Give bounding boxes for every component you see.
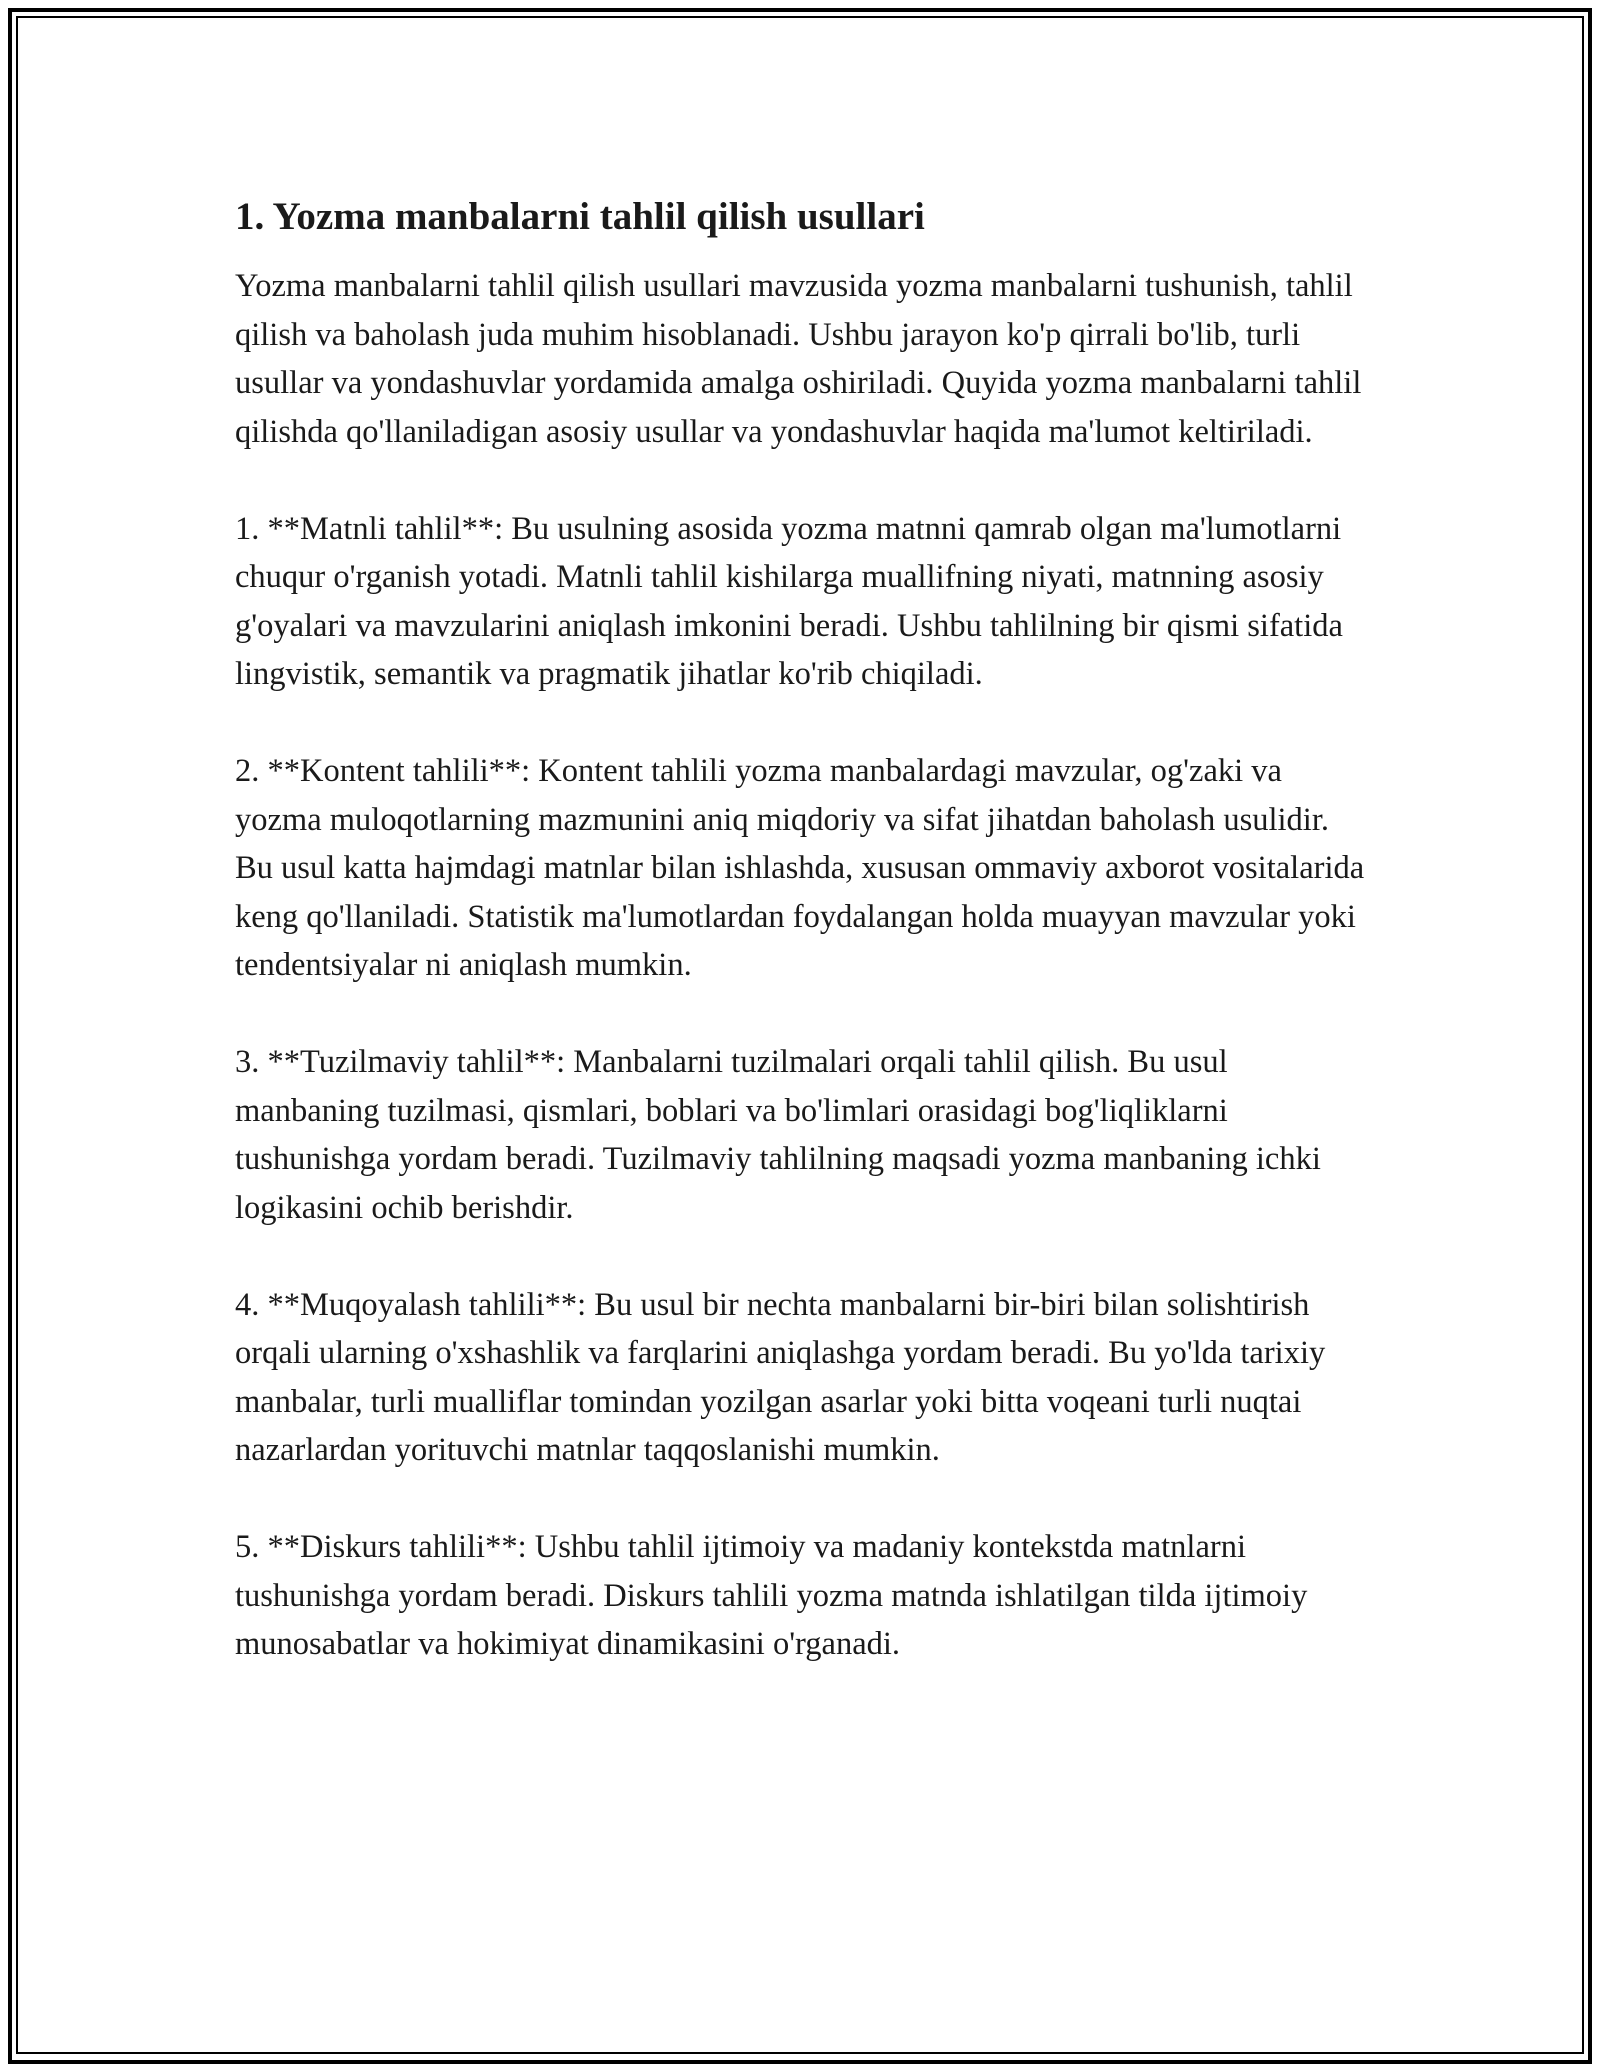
paragraph-kontent-tahlili: 2. **Kontent tahlili**: Kontent tahlili yozma manbalardagi mavzular, og'zaki va yozma muloqotlarning mazmunini aniq miqdoriy va sifat jihatdan baholash usulidir. Bu usul katta hajmdagi matnlar bilan ishlashda, xususan ommaviy axborot vositalarida keng qo'llaniladi. Statistik ma'lumotlardan foydalangan holda muayyan mavzular yoki tendentsiyalar ni aniqlash mumkin. [235, 753, 1365, 983]
paragraph-matnli-tahlil: 1. **Matnli tahlil**: Bu usulning asosida yozma matnni qamrab olgan ma'lumotlarni chuqur o'rganish yotadi. Matnli tahlil kishilarga muallifning niyati, matnning asosiy g'oyalari va mavzularini aniqlash imkonini beradi. Ushbu tahlilning bir qismi sifatida lingvistik, semantik va pragmatik jihatlar ko'rib chiqiladi. [235, 510, 1343, 692]
paragraph-tuzilmaviy-tahlil: 3. **Tuzilmaviy tahlil**: Manbalarni tuzilmalari orqali tahlil qilish. Bu usul manbaning tuzilmasi, qismlari, boblari va bo'limlari orasidagi bog'liqliklarni tushunishga yordam beradi. Tuzilmaviy tahlilning maqsadi yozma manbaning ichki logikasini ochib berishdir. [235, 1044, 1321, 1226]
paragraph-diskurs-tahlili: 5. **Diskurs tahlili**: Ushbu tahlil ijtimoiy va madaniy kontekstda matnlarni tushunishga yordam beradi. Diskurs tahlili yozma matnda ishlatilgan tilda ijtimoiy munosabatlar va hokimiyat dinamikasini o'rganadi. [235, 1529, 1308, 1662]
document-title: 1. Yozma manbalarni tahlil qilish usullari [235, 195, 925, 238]
intro-paragraph: Yozma manbalarni tahlil qilish usullari mavzusida yozma manbalarni tushunish, tahlil qilish va baholash juda muhim hisoblanadi. Ushbu jarayon ko'p qirrali bo'lib, turli usullar va yondashuvlar yordamida amalga oshiriladi. Quyida yozma manbalarni tahlil qilishda qo'llaniladigan asosiy usullar va yondashuvlar haqida ma'lumot keltiriladi. [235, 268, 1362, 450]
paragraph-muqoyalash-tahlili: 4. **Muqoyalash tahlili**: Bu usul bir nechta manbalarni bir-biri bilan solishtirish orqali ularning o'xshashlik va farqlarini aniqlashga yordam beradi. Bu yo'lda tarixiy manbalar, turli mualliflar tomindan yozilgan asarlar yoki bitta voqeani turli nuqtai nazarlardan yorituvchi matnlar taqqoslanishi mumkin. [235, 1286, 1326, 1468]
document-page [235, 180, 1370, 1669]
